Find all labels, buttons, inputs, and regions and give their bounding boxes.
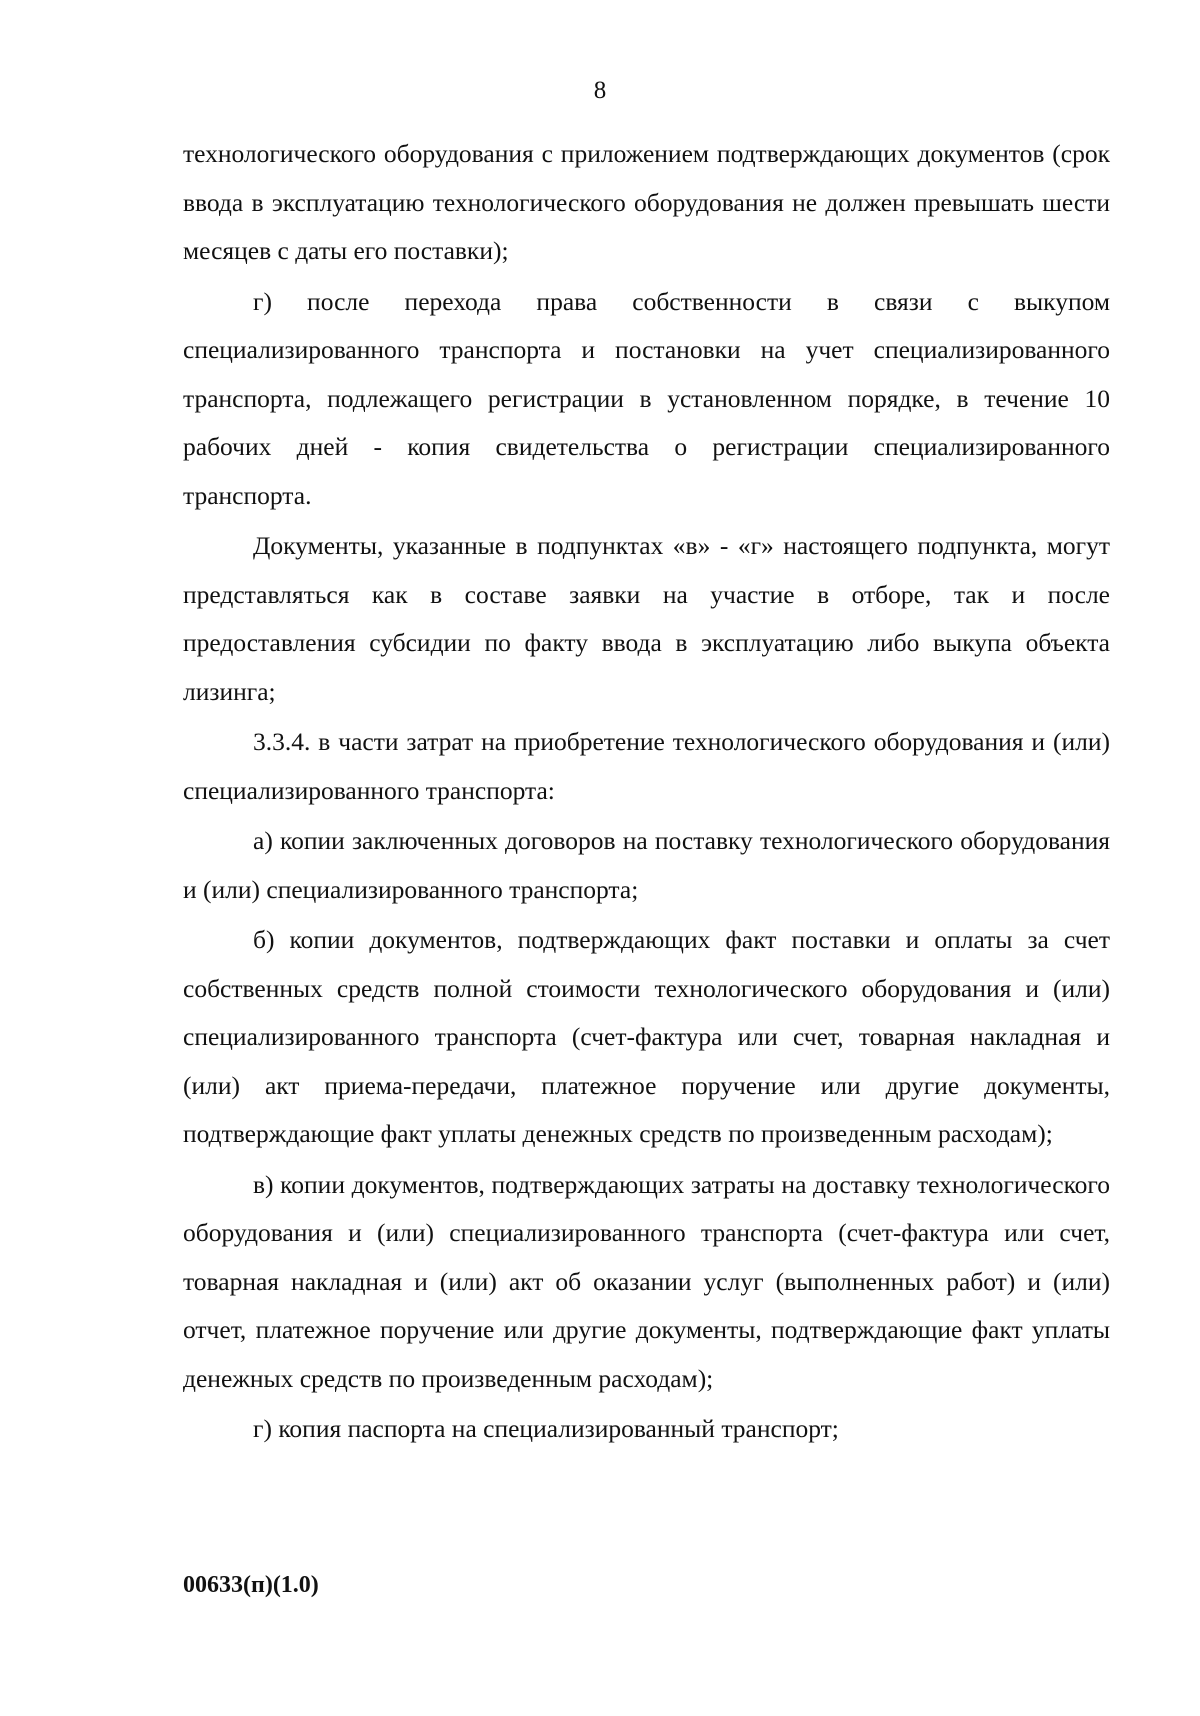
paragraph-item-g-passport: г) копия паспорта на специализированный транспорт; bbox=[253, 1414, 839, 1443]
paragraph-item-b: б) копии документов, подтверждающих факт поставки и оплаты за счет собственных средств полной стоимости технологического оборудования и (или) специализированного транспорта (счет-фактура или счет, товарная накладная и (или) акт приема-передачи, платежное поручение или другие документы, подтверждающие факт уплаты денежных средств по произведенным расходам); bbox=[183, 925, 1110, 1148]
page-number: 8 bbox=[593, 77, 607, 104]
paragraph-documents-note: Документы, указанные в подпунктах «в» - «г» настоящего подпункта, могут представляться как в составе заявки на участие в отборе, так и после предоставления субсидии по факту ввода в эксплуатацию либо выкупа объекта лизинга; bbox=[183, 531, 1110, 706]
paragraph-item-a: а) копии заключенных договоров на поставку технологического оборудования и (или) специализированного транспорта; bbox=[183, 826, 1110, 904]
document-body bbox=[183, 130, 1110, 1454]
paragraph-item-v: в) копии документов, подтверждающих затраты на доставку технологического оборудования и (или) специализированного транспорта (счет-фактура или счет, товарная накладная и (или) акт об оказании услуг (выполненных работ) и (или) отчет, платежное поручение или другие документы, подтверждающие факт уплаты денежных средств по произведенным расходам); bbox=[183, 1169, 1110, 1393]
paragraph-item-g-ownership: г) после перехода права собственности в связи с выкупом специализированного транспорта и постановки на учет специализированного транспорта, подлежащего регистрации в установленном порядке, в течение 10 рабочих дней - копия свидетельства о регистрации специализированного транспорта. bbox=[183, 286, 1110, 510]
paragraph-continuation: технологического оборудования с приложением подтверждающих документов (срок ввода в эксплуатацию технологического оборудования не должен превышать шести месяцев с даты его поставки); bbox=[183, 139, 1110, 265]
paragraph-clause-3-3-4: 3.3.4. в части затрат на приобретение технологического оборудования и (или) специализированного транспорта: bbox=[183, 727, 1110, 805]
footer-document-code: 00633(п)(1.0) bbox=[183, 1572, 319, 1598]
